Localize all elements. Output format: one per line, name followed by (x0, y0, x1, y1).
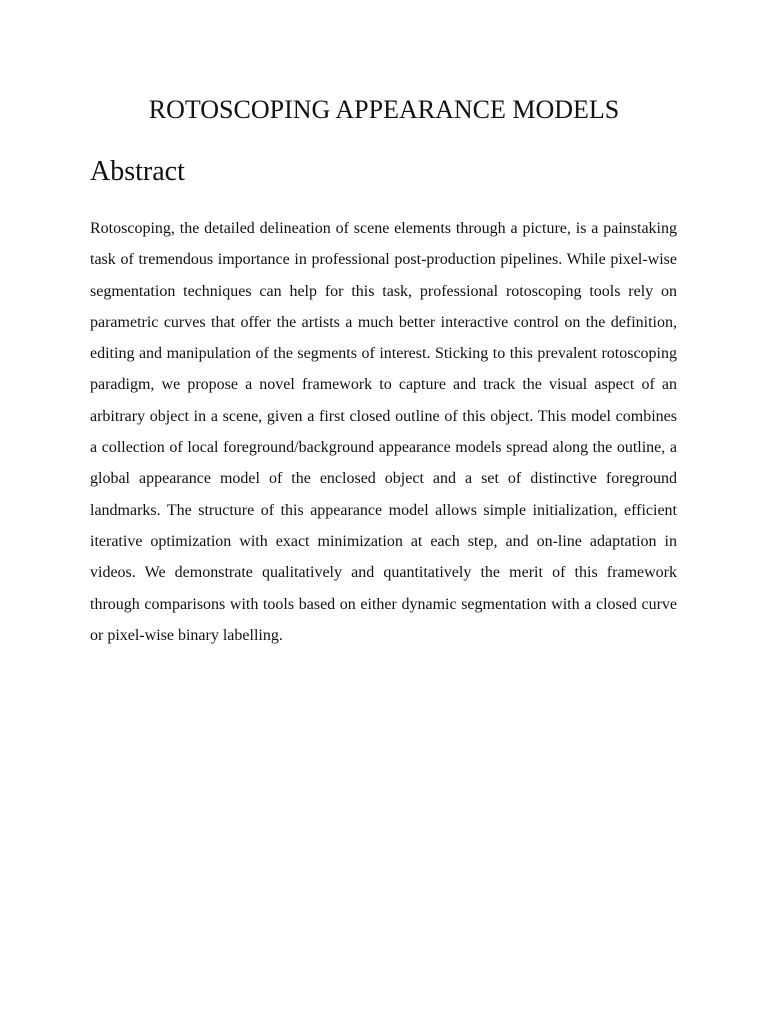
abstract-heading: Abstract (90, 156, 185, 187)
document-title: ROTOSCOPING APPEARANCE MODELS (148, 95, 620, 124)
abstract-paragraph: Rotoscoping, the detailed delineation of scene elements through a picture, is a painstaking task of tremendous importance in professional post-production pipelines. While pixel-wise segmentation techniques can help for this task, professional rotoscoping tools rely on parametric curves that offer the artists a much better interactive control on the definition, editing and manipulation of the segments of interest. Sticking to this prevalent rotoscoping paradigm, we propose a novel framework to capture and track the visual aspect of an arbitrary object in a scene, given a first closed outline of this object. This model combines a collection of local foreground/background appearance models spread along the outline, a global appearance model of the enclosed object and a set of distinctive foreground landmarks. The structure of this appearance model allows simple initialization, efficient iterative optimization with exact minimization at each step, and on-line adaptation in videos. We demonstrate qualitatively and quantitatively the merit of this framework through comparisons with tools based on either dynamic segmentation with a closed curve or pixel-wise binary labelling. (90, 220, 677, 644)
